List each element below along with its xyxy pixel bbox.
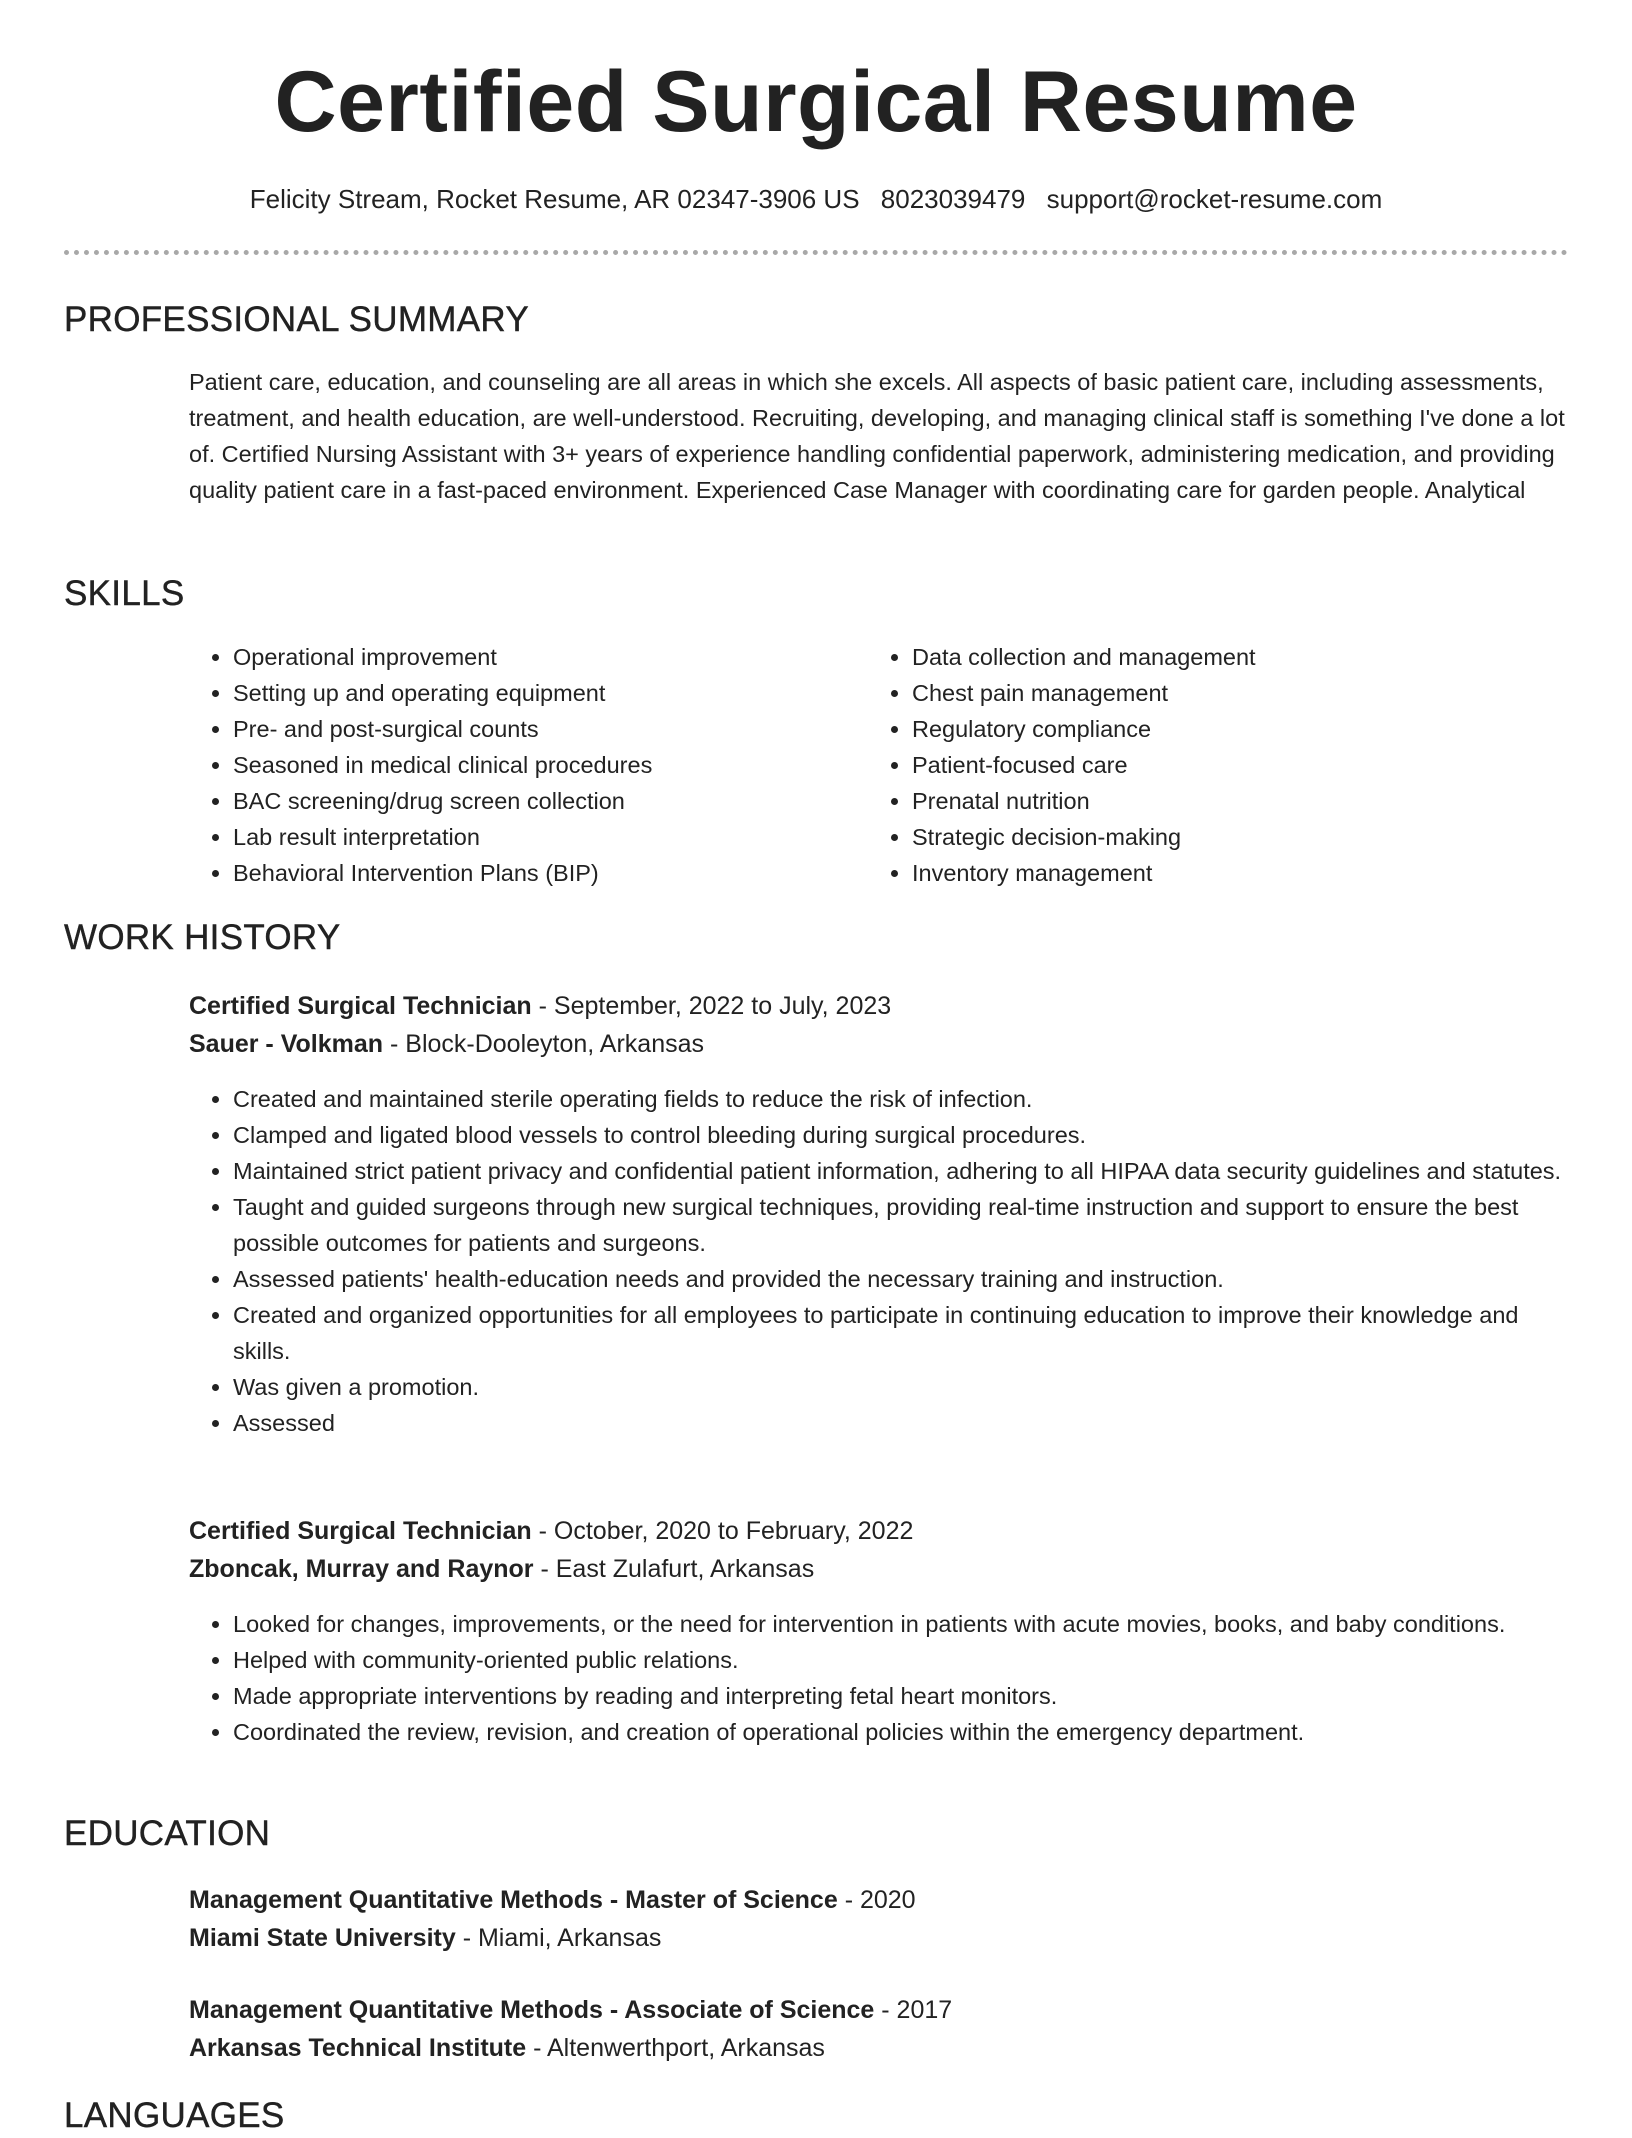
job-bullet: • Helped with community-oriented public relations.: [233, 1642, 1567, 1678]
education-degree: Management Quantitative Methods - Master of Science: [189, 1886, 838, 1914]
education-year: - 2017: [874, 1996, 953, 2024]
skill-item: • Lab result interpretation: [233, 819, 829, 855]
education-school-line: [189, 1919, 1567, 1957]
job-bullet: • Assessed patients' health-education needs and provided the necessary training and instruction.: [233, 1261, 1567, 1297]
skill-item: • Operational improvement: [233, 639, 829, 675]
skill-item: • Setting up and operating equipment: [233, 675, 829, 711]
languages-heading: LANGUAGES: [64, 2096, 285, 2135]
job-bullet: • Made appropriate interventions by reading and interpreting fetal heart monitors.: [233, 1678, 1567, 1714]
education-school-line: [189, 2029, 1567, 2067]
skill-item: • Patient-focused care: [912, 747, 1508, 783]
contact-address: Felicity Stream, Rocket Resume, AR 02347-3906 US: [249, 184, 860, 214]
job-title: Certified Surgical Technician: [189, 1517, 532, 1545]
education-entry: [189, 1991, 1567, 2067]
job-bullet: • Looked for changes, improvements, or the need for intervention in patients with acute movies, books, and baby conditions.: [233, 1606, 1567, 1642]
work-history-heading: WORK HISTORY: [64, 918, 341, 957]
summary-text: Patient care, education, and counseling are all areas in which she excels. All aspects of basic patient care, including assessments, treatment, and health education, are well-understood. Recruiting, developing, and managing clinical staff is something I've done a lot of. Certified Nursing Assistant with 3+ years of experience handling confidential paperwork, administering medication, and providing quality patient care in a fast-paced environment. Experienced Case Manager with coordinating care for garden people. Analytical: [189, 369, 1565, 503]
job-bullet: • Was given a promotion.: [233, 1369, 1567, 1405]
skills-column-left: [189, 639, 829, 891]
job-location: - Block-Dooleyton, Arkansas: [383, 1030, 705, 1058]
job-bullet: • Taught and guided surgeons through new surgical techniques, providing real-time instruction and support to ensure the best possible outcomes for patients and surgeons.: [233, 1189, 1567, 1261]
education-year: - 2020: [837, 1886, 916, 1914]
skills-heading: SKILLS: [64, 574, 185, 613]
skill-item: • BAC screening/drug screen collection: [233, 783, 829, 819]
skill-item: • Seasoned in medical clinical procedures: [233, 747, 829, 783]
job-bullet: • Created and organized opportunities for all employees to participate in continuing education to improve their knowledge and skills.: [233, 1297, 1567, 1369]
skill-item: • Data collection and management: [912, 639, 1508, 675]
education-location: - Altenwerthport, Arkansas: [526, 2034, 825, 2062]
contact-email[interactable]: support@rocket-resume.com: [1046, 184, 1383, 214]
job-location: - East Zulafurt, Arkansas: [533, 1555, 815, 1583]
education-degree-line: [189, 1881, 1567, 1919]
contact-phone: 8023039479: [880, 184, 1026, 214]
education-location: - Miami, Arkansas: [455, 1924, 662, 1952]
job-bullet: • Maintained strict patient privacy and confidential patient information, adhering to all HIPAA data security guidelines and statutes.: [233, 1153, 1567, 1189]
resume-title: Certified Surgical Resume: [274, 54, 1358, 150]
job-bullet: • Clamped and ligated blood vessels to control bleeding during surgical procedures.: [233, 1117, 1567, 1153]
job-bullet: • Created and maintained sterile operating fields to reduce the risk of infection.: [233, 1081, 1567, 1117]
job-dates: - September, 2022 to July, 2023: [531, 992, 892, 1020]
job-company-line: [189, 1550, 1567, 1588]
job-bullet: • Assessed: [233, 1405, 1567, 1441]
header-divider: [64, 250, 1568, 255]
education-heading: EDUCATION: [64, 1814, 271, 1853]
education-degree-line: [189, 1991, 1567, 2029]
job-entry: [189, 987, 1567, 1063]
job-company-line: [189, 1025, 1567, 1063]
skill-item: • Regulatory compliance: [912, 711, 1508, 747]
education-entry: [189, 1881, 1567, 1957]
education-school: Arkansas Technical Institute: [189, 2034, 527, 2062]
job-bullets: [189, 1606, 1567, 1750]
contact-line: [0, 181, 1632, 217]
job-bullets: [189, 1081, 1567, 1441]
education-degree: Management Quantitative Methods - Associate of Science: [189, 1996, 875, 2024]
job-title: Certified Surgical Technician: [189, 992, 532, 1020]
job-company: Zboncak, Murray and Raynor: [189, 1555, 534, 1583]
education-school: Miami State University: [189, 1924, 456, 1952]
skill-item: • Pre- and post-surgical counts: [233, 711, 829, 747]
skills-column-right: [868, 639, 1508, 891]
job-entry: [189, 1512, 1567, 1588]
skill-item: • Strategic decision-making: [912, 819, 1508, 855]
skill-item: • Prenatal nutrition: [912, 783, 1508, 819]
job-dates: - October, 2020 to February, 2022: [531, 1517, 914, 1545]
skill-item: • Chest pain management: [912, 675, 1508, 711]
skill-item: • Behavioral Intervention Plans (BIP): [233, 855, 829, 891]
job-company: Sauer - Volkman: [189, 1030, 384, 1058]
job-bullet: • Coordinated the review, revision, and creation of operational policies within the emergency department.: [233, 1714, 1567, 1750]
skill-item: • Inventory management: [912, 855, 1508, 891]
summary-heading: PROFESSIONAL SUMMARY: [64, 300, 529, 339]
job-title-line: [189, 1512, 1567, 1550]
job-title-line: [189, 987, 1567, 1025]
